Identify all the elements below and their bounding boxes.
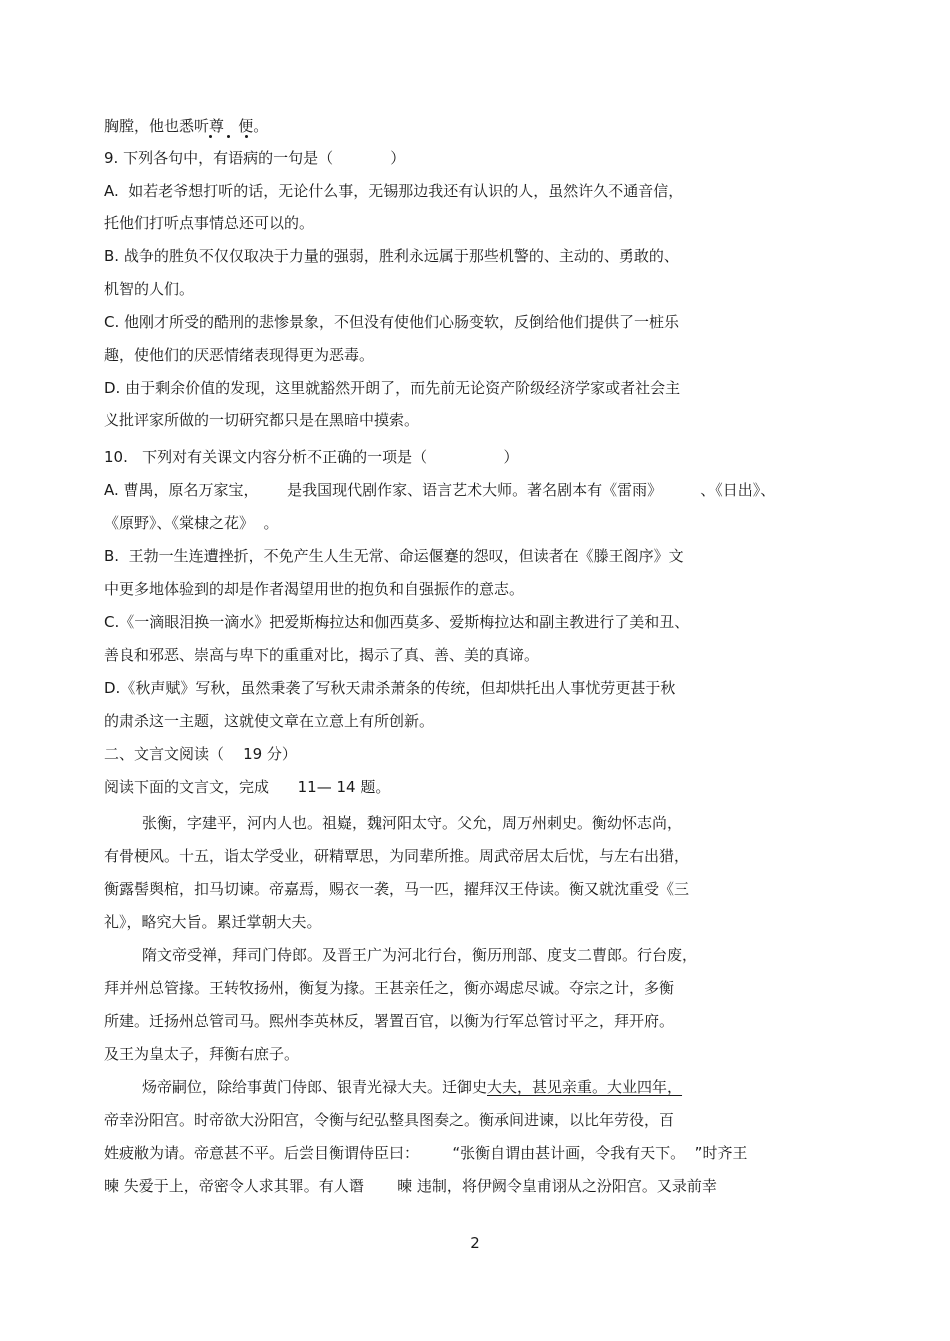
- text-line: 中更多地体验到的却是作者渴望用世的抱负和自强振作的意志。: [104, 580, 525, 598]
- text-line: 义批评家所做的一切研究都只是在黑暗中摸索。: [104, 411, 420, 429]
- text-line: 托他们打听点事情总还可以的。: [104, 214, 315, 232]
- emphasis-dot: [245, 135, 248, 138]
- passage-line: 张衡，字建平，河内人也。祖嶷，魏河阳太守。父允，周万州刺史。衡幼怀志尚，: [142, 814, 683, 832]
- text-line: 的肃杀这一主题，这就使文章在立意上有所创新。: [104, 712, 435, 730]
- question-9-stem: 9. 下列各句中，有语病的一句是（ ）: [104, 149, 406, 167]
- passage-line: 拜并州总管掾。王转牧扬州，衡复为掾。王甚亲任之，衡亦竭虑尽诚。夺宗之计，多衡: [104, 979, 675, 997]
- passage-text: 炀帝嗣位，除给事黄门侍郎、银青光禄大夫。迁御史: [142, 1078, 488, 1096]
- passage-line: 姓疲敝为请。帝意甚不平。后尝目衡谓侍臣曰： “张衡自谓由甚计画，令我有天下。 ”时齐王: [104, 1144, 748, 1162]
- page-number: 2: [470, 1234, 480, 1252]
- question-10-option-d: D.《秋声赋》写秋，虽然秉袭了写秋天肃杀萧条的传统，但却烘托出人事忧劳更甚于秋: [104, 679, 676, 697]
- question-10-option-a: A. 曹禺，原名万家宝， 是我国现代剧作家、语言艺术大师。著名剧本有《雷雨》 、《日出》、: [104, 481, 776, 499]
- text-line: 《原野》、《棠棣之花》 。: [104, 514, 279, 532]
- text-line: 趣，使他们的厌恶情绪表现得更为恶毒。: [104, 346, 375, 364]
- passage-line: 暕 失爱于上，帝密令人求其罪。有人谮 暕 违制，将伊阙令皇甫诩从之汾阳宫。又录前幸: [104, 1177, 717, 1195]
- passage-line: 衡露髻舆棺，扣马切谏。帝嘉焉，赐衣一袭，马一匹，擢拜汉王侍读。衡又就沈重受《三: [104, 880, 690, 898]
- text-line: 机智的人们。: [104, 280, 195, 298]
- question-10-stem: 10. 下列对有关课文内容分析不正确的一项是（ ）: [104, 448, 519, 466]
- passage-line: 及王为皇太子，拜衡右庶子。: [104, 1045, 300, 1063]
- passage-line: 礼》，略究大旨。累迁掌朝大夫。: [104, 913, 322, 931]
- question-10-option-b: B. 王勃一生连遭挫折，不免产生人生无常、命运偃蹇的怨叹，但读者在《滕王阁序》文: [104, 547, 684, 565]
- section-instruction: 阅读下面的文言文，完成 11— 14 题。: [104, 778, 391, 796]
- emphasis-dot: [209, 135, 212, 138]
- passage-line: 隋文帝受禅，拜司门侍郎。及晋王广为河北行台，衡历刑部、度支二曹郎。行台废，: [142, 946, 698, 964]
- underlined-sentence: 大夫，甚见亲重。大业四年，: [487, 1078, 683, 1096]
- passage-line: [142, 1077, 682, 1097]
- passage-line: 所建。迁扬州总管司马。熙州李英林反，署置百官，以衡为行军总管讨平之，拜开府。: [104, 1012, 675, 1030]
- question-9-option-a: A. 如若老爷想打听的话，无论什么事，无锡那边我还有认识的人，虽然许久不通音信，: [104, 182, 684, 200]
- text-line: 胸膛，他也悉听尊 便。: [104, 117, 269, 135]
- passage-line: 有骨梗风。十五，诣太学受业，研精覃思，为同辈所推。周武帝居太后忧，与左右出猎，: [104, 847, 690, 865]
- section-heading: 二、文言文阅读（ 19 分）: [104, 745, 297, 763]
- question-9-option-c: C. 他刚才所受的酷刑的悲惨景象，不但没有使他们心肠变软，反倒给他们提供了一桩乐: [104, 313, 680, 331]
- question-9-option-b: B. 战争的胜负不仅仅取决于力量的强弱，胜利永远属于那些机警的、主动的、勇敢的、: [104, 247, 679, 265]
- question-9-option-d: D. 由于剩余价值的发现，这里就豁然开朗了，而先前无论资产阶级经济学家或者社会主: [104, 379, 681, 397]
- text-line: 善良和邪恶、崇高与卑下的重重对比，揭示了真、善、美的真谛。: [104, 646, 540, 664]
- question-10-option-c: C.《一滴眼泪换一滴水》把爱斯梅拉达和伽西莫多、爱斯梅拉达和副主教进行了美和丑、: [104, 613, 690, 631]
- passage-line: 帝幸汾阳宫。时帝欲大汾阳宫，令衡与纪弘整具图奏之。衡承间进谏，以比年劳役，百: [104, 1111, 675, 1129]
- emphasis-dot: [227, 135, 230, 138]
